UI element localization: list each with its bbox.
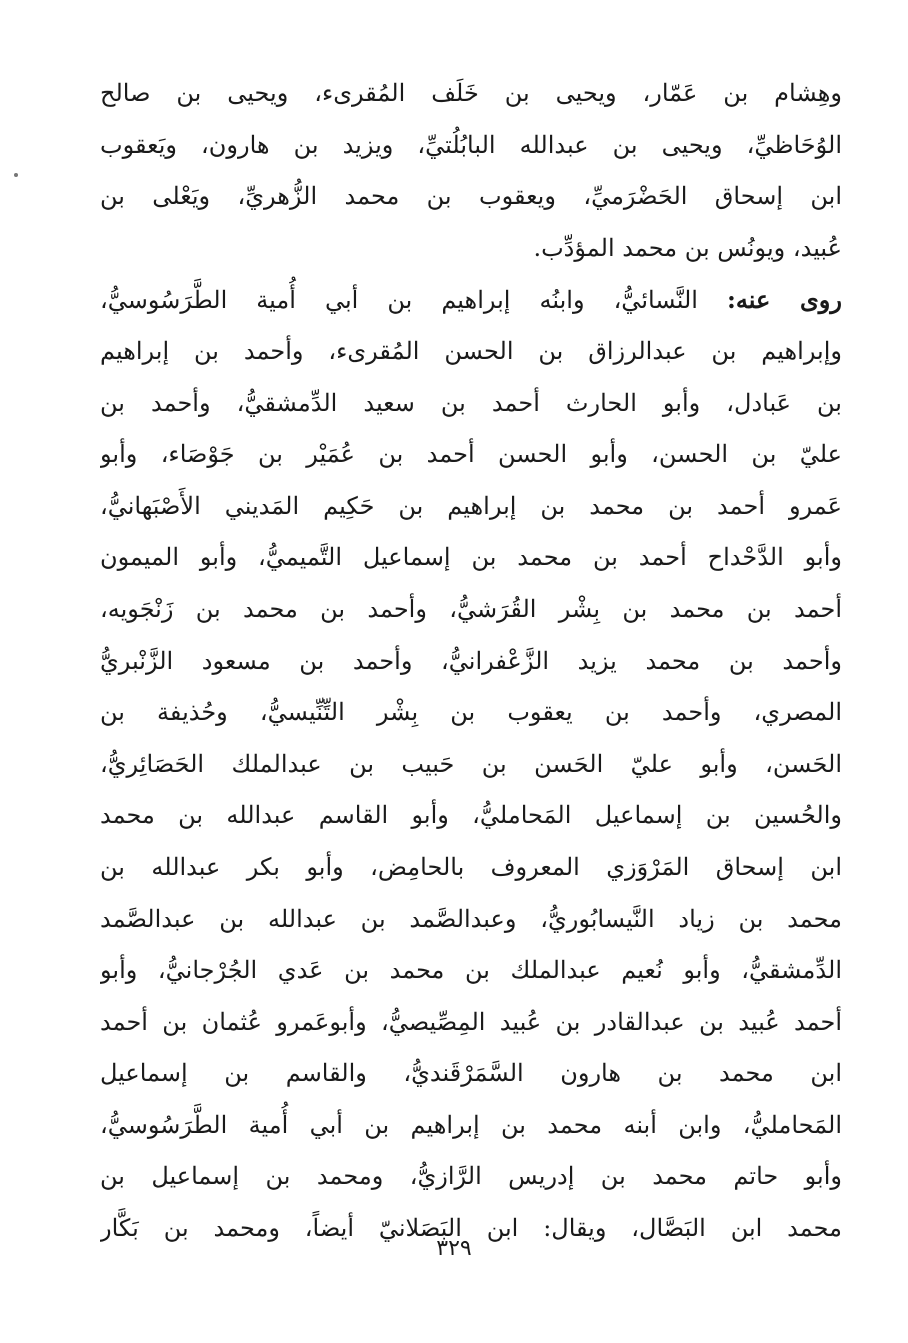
text-line: محمد بن زياد النَّيسابُوريُّ، وعبدالصَّمد بن عبدالله بن عبدالصَّمد: [100, 904, 842, 933]
text-line-with-label: [100, 274, 842, 326]
text-line: ابن إسحاق الحَضْرَميِّ، ويعقوب بن محمد الزُّهريِّ، ويَعْلى بن: [100, 182, 842, 211]
body-text: [100, 68, 842, 1255]
page-number: ٣٢٩: [436, 1236, 472, 1261]
text-line: عليّ بن الحسن، وأبو الحسن أحمد بن عُمَيْر بن جَوْصَاء، وأبو: [100, 440, 842, 469]
text-line: الوُحَاظيِّ، ويحيى بن عبدالله البابُلُتيِّ، ويزيد بن هارون، ويَعقوب: [100, 130, 842, 159]
text-line: أحمد عُبيد بن عبدالقادر بن عُبيد المِصِّيصيُّ، وأبوعَمرو عُثمان بن أحمد: [100, 1007, 842, 1036]
text-line: عُبيد، ويونُس بن محمد المؤدِّب.: [533, 233, 842, 262]
text-line: وأبو حاتم محمد بن إدريس الرَّازيُّ، ومحمد بن إسماعيل بن: [100, 1162, 842, 1191]
text-line-continuation: النَّسائيُّ، وابنُه إبراهيم بن أبي أُمية الطَّرَسُوسيُّ،: [100, 286, 698, 315]
text-line: بن عَبادل، وأبو الحارث أحمد بن سعيد الدِّمشقيُّ، وأحمد بن: [100, 388, 842, 417]
text-line: وهِشام بن عَمّار، ويحيى بن خَلَف المُقرىء، ويحيى بن صالح: [100, 79, 842, 107]
text-line: المَحامليُّ، وابن أبنه محمد بن إبراهيم بن أبي أُمية الطَّرَسُوسيُّ،: [100, 1110, 842, 1139]
section-label: روى عنه:: [726, 285, 842, 315]
text-line: الحَسن، وأبو عليّ الحَسن بن حَبيب بن عبدالملك الحَصَائِريُّ،: [100, 749, 842, 778]
text-line: وأحمد بن محمد يزيد الزَّعْفرانيُّ، وأحمد بن مسعود الزَّنْبريُّ: [100, 646, 842, 675]
text-line: عَمرو أحمد بن محمد بن إبراهيم بن حَكِيم المَديني الأَصْبَهانيُّ،: [100, 491, 842, 520]
text-line: وأبو الدَّحْداح أحمد بن محمد بن إسماعيل التَّميميُّ، وأبو الميمون: [100, 543, 842, 572]
text-line: ابن إسحاق المَرْوَزي المعروف بالحامِض، وأبو بكر عبدالله بن: [100, 852, 842, 881]
text-line: وإبراهيم بن عبدالرزاق بن الحسن المُقرىء، وأحمد بن إبراهيم: [100, 336, 842, 365]
text-line: الدِّمشقيُّ، وأبو نُعيم عبدالملك بن محمد بن عَدي الجُرْجانيُّ، وأبو: [100, 956, 842, 985]
text-line: محمد ابن البَصَّال، ويقال: ابن البَصَلانيّ أيضاً، ومحمد بن بَكَّار: [100, 1214, 842, 1243]
margin-mark: [14, 173, 18, 177]
text-line: ابن محمد بن هارون السَّمَرْقَنديُّ، والقاسم بن إسماعيل: [100, 1059, 842, 1088]
text-line: أحمد بن محمد بن بِشْر القُرَشيُّ، وأحمد بن محمد بن زَنْجَويه،: [100, 594, 842, 623]
text-line: والحُسين بن إسماعيل المَحامليُّ، وأبو القاسم عبدالله بن محمد: [100, 801, 842, 830]
text-line: المصري، وأحمد بن يعقوب بن بِشْر التِّنِّيسيُّ، وحُذيفة بن: [100, 698, 842, 727]
